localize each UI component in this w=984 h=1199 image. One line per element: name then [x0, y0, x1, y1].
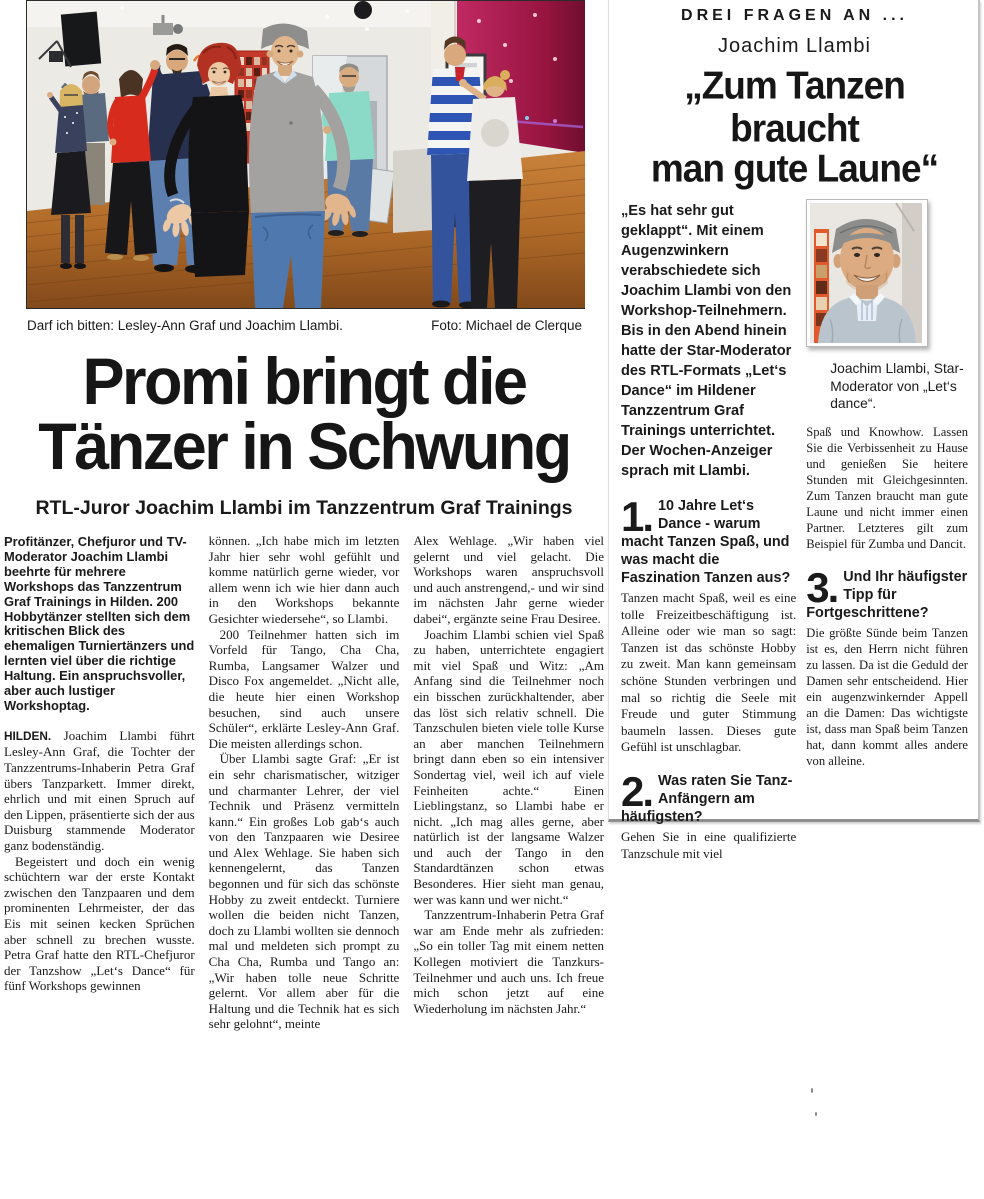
headline-line-1: Promi bringt die	[82, 345, 526, 419]
dateline: HILDEN.	[4, 728, 52, 743]
headline-line-2: Tänzer in Schwung	[38, 410, 570, 484]
question	[621, 767, 796, 826]
answer-text: Die größte Sünde beim Tanzen ist es, den Herrn nicht führen zu lassen. Da ist die Geduld der Damen sehr entscheidend. Hier ein augenzwinkernder Appell an die Damen: Das wichtigste ist, dass man Spaß beim Tanzen hat, dann kommt alles andere von alleine.	[806, 625, 968, 768]
article-subheadline: RTL-Juror Joachim Llambi im Tanzzentrum Graf Trainings	[35, 497, 573, 519]
question	[806, 563, 968, 622]
question	[621, 493, 796, 587]
interview-box	[608, 0, 980, 861]
photo-caption-row	[27, 318, 582, 334]
interview-lead: „Es hat sehr gut geklappt“. Mit einem Augenzwinkern verabschiedete sich Joachim Llambi von den Workshop-Teilnehmern. Bis in den Abend hinein hatte der Star-Moderator des RTL-Formats „Let‘s Dance“ im Hildener Tanzzentrum Graf Trainings unterrichtet. Der Wochen-Anzeiger sprach mit Llambi.	[621, 203, 792, 479]
dance-photo-illustration	[27, 1, 585, 308]
article-paragraph	[4, 728, 195, 854]
question-text: Was raten Sie Tanz-Anfängern am häufigsten?	[621, 772, 793, 825]
article-column-2	[209, 533, 400, 1185]
answer-continuation: Spaß und Knowhow. Lassen Sie die Verbissenheit zu Hause und genießen Sie heitere Stunden mit Gleichgesinnten. Zum Tanzen braucht man gute Laune und nicht immer einen Partner. Letzteres gilt zum Beispiel für Zumba und Dancit.	[806, 424, 968, 551]
article-paragraph: 200 Teilnehmer hatten sich im Vorfeld für Tango, Cha Cha, Rumba, Langsamer Walzer und Disco Fox angemeldet. „Nicht alle, die heute hier einen Workshop besuchen, sind auch unsere Schüler“, erklärte Lesley-Ann Graf. Die meisten allerdings schon.	[208, 626, 400, 751]
article-column-1	[4, 533, 195, 1185]
question-number: 2.	[621, 767, 653, 815]
photo-caption: Darf ich bitten: Lesley-Ann Graf und Joachim Llambi.	[27, 318, 343, 333]
interviewee-name: Joachim Llambi	[718, 35, 871, 57]
question-text: Und Ihr häufigster Tipp für Fortgeschrittene?	[806, 568, 968, 621]
question-number: 3.	[806, 563, 838, 611]
article-column-3	[413, 533, 604, 1185]
round-spotlight	[354, 1, 372, 19]
question-block-3	[806, 563, 968, 769]
article-columns	[0, 533, 608, 1185]
question-block-2	[621, 767, 797, 862]
portrait-caption: Joachim Llambi, Star-Moderator von „Let‘s dance“.	[830, 361, 964, 411]
article-paragraph: können. „Ich habe mich im letzten Jahr hier sehr wohl gefühlt und komme natürlich gerne wieder, vor allem wenn ich wie hier dann auch in den Workshops bekannte Gesichter wiedersehe“, so Llambi.	[208, 533, 400, 626]
article-paragraph: Joachim Llambi schien viel Spaß zu haben, unterrichtete engagiert mit viel Spaß und Witz: „Am Anfang sind die Teilnehmer noch ein bisschen zurückhaltender, aber das löst sich relativ schnell. Die Tanzschulen bieten viele tolle Kurse an aber manchen Teilnehmern bringt dann eben so ein intensiver Sondertag viel, weil ich auf viele Feinheiten achte.“ Einen Lieblingstanz, so Llambi habe er nicht. „Ich mag alles gerne, aber natürlich ist der langsame Walzer und auch der Tango in den Standardtänzen schon etwas Besonderes. Hier sieht man genau, wer was kann und wer nicht.“	[413, 626, 605, 907]
question-number: 1.	[621, 493, 653, 540]
answer-text: Gehen Sie in eine qualifizierte Tanzschule mit viel	[621, 828, 797, 861]
interview-column-left	[621, 199, 796, 862]
portrait-photo	[806, 199, 928, 347]
question-block-1	[621, 493, 797, 756]
paragraph-text: Joachim Llambi führt Lesley-Ann Graf, die Tochter der Tanzzentrums-Inhaberin Petra Graf übers Tanzparkett. Immer direkt, ehrlich und mit einen Spruch auf den Lippen, präsentierte sich der aus Duisburg stammende Moderator ganz bodenständig.	[4, 727, 195, 854]
interview-headline-line-2: man gute Laune“	[650, 146, 939, 191]
photo-credit: Foto: Michael de Clerque	[431, 318, 582, 333]
question-text: 10 Jahre Let‘s Dance - warum macht Tanzen Spaß, und was macht die Faszination Tanzen aus?	[621, 498, 791, 586]
interview-headline	[621, 63, 968, 191]
kicker: DREI FRAGEN AN ...	[681, 7, 908, 24]
couple-striped-polo	[425, 37, 523, 309]
interview-columns	[621, 199, 968, 862]
interview-headline-line-1: „Zum Tanzen braucht	[684, 63, 905, 151]
article-paragraph: Über Llambi sagte Graf: „Er ist ein sehr charismatischer, witziger und charmanter Lehrer, der viel Technik und Präsenz vermitteln kann.“ Ein großes Lob gab‘s auch von den Tanzpaaren wie Desiree und Alex Wehlage. Sie haben sich kennengelernt, das Tanzen begonnen und für sich das schönste Hobby zu zweit entdeckt. Turniere wollen die beiden nicht Tanzen, doch zu Llambi wollten sie dennoch mal und meldeten sich prompt zu Cha Cha, Rumba und Tango an: „Wir haben tolle neue Schritte gelernt. Vor allem aber für die Haltung und die Technik hat es sich sehr gelohnt“, meinte	[208, 751, 400, 1032]
interview-column-right	[806, 199, 968, 862]
scan-speck	[811, 1088, 813, 1093]
article-paragraph: Alex Wehlage. „Wir haben viel gelernt und viel gelacht. Die Workshops waren anspruchsvoll und auch anstrengend,- und wir sind im nächsten Jahr gerne wieder dabei“, ergänzte seine Frau Desiree.	[413, 533, 605, 626]
answer-text: Tanzen macht Spaß, weil es eine tolle Freizeitbeschäftigung ist. Alleine oder wie man so sagt: Tanzen ist das schönste Hobby zu zweit. Man kann gemeinsam schöne Stunden verbringen und mal so richtig die Seele mit Freude und guter Stimmung baumeln lassen. Dieses gute Gefühl ist unschlagbar.	[621, 590, 797, 755]
dance-photo	[26, 0, 585, 309]
article-paragraph: Tanzzentrum-Inhaberin Petra Graf war am Ende mehr als zufrieden: „So ein toller Tag mit einem netten Kollegen motiviert die Tanzkurs-Teilnehmer und auch uns. Ich freue mich schon jetzt auf eine Wiederholung im nächsten Jahr.“	[413, 907, 605, 1016]
article-paragraph: Begeistert und doch ein wenig schüchtern war der erste Kontakt zwischen den Tanzpaaren und dem prominenten Lehrmeister, der das Eis mit seinen kecken Sprüchen aber schnell zu brechen wusste. Petra Graf hatte den RTL-Chefjuror der Tanzshow „Let‘s Dance“ für fünf Workshops gewinnen	[4, 853, 195, 994]
article-headline	[0, 345, 608, 484]
scan-speck	[815, 1112, 817, 1116]
article-lead: Profitänzer, Chefjuror und TV-Moderator Joachim Llambi beehrte für mehrere Workshops das Tanzzentrum Graf Trainings in Hilden. 200 Hobbytänzer stellten sich dem kritischen Blick des ehemaligen Turniertänzers und lernten viel über die richtige Haltung. Ein anspruchsvoller, aber auch lustiger Workshoptag.	[4, 534, 195, 713]
portrait-illustration	[810, 203, 922, 343]
